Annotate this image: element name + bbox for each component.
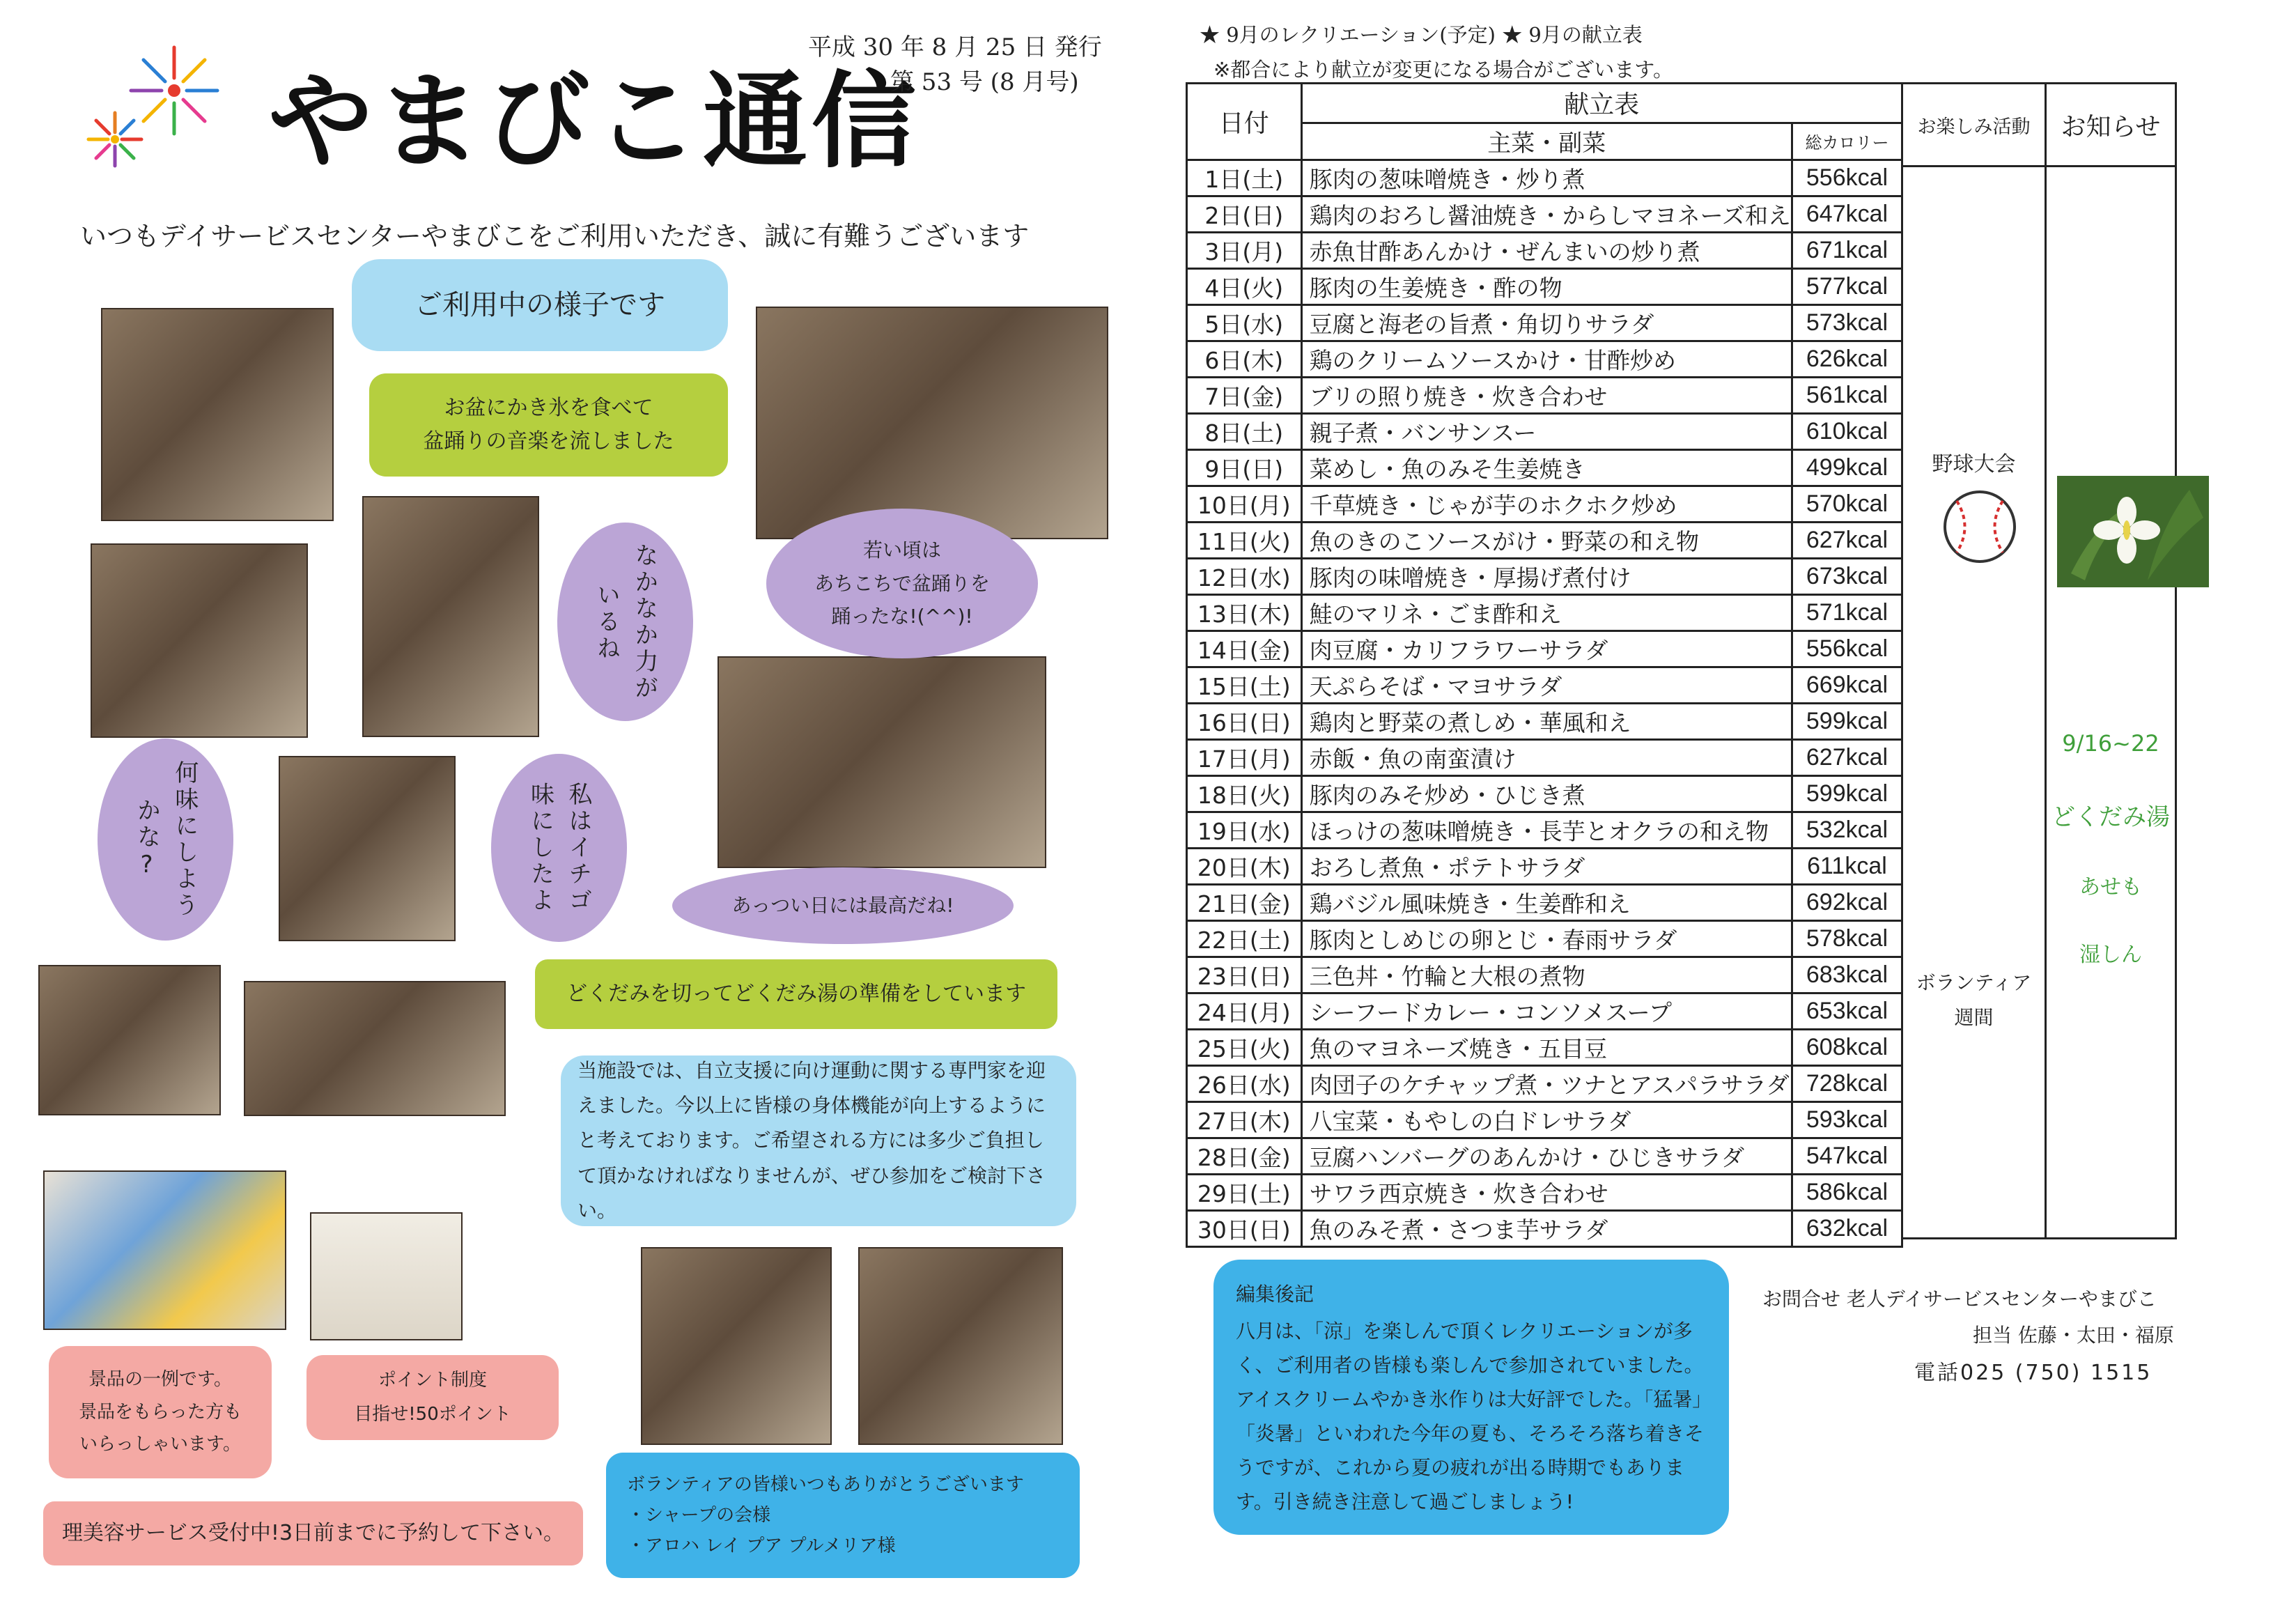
menu-date: 13日(木) — [1187, 595, 1302, 631]
menu-dish: 魚のマヨネーズ焼き・五目豆 — [1301, 1030, 1792, 1066]
table-row — [1187, 704, 1902, 740]
menu-dish: 豚肉の生姜焼き・酢の物 — [1301, 269, 1792, 305]
notice-expert: 当施設では、自立支援に向け運動に関する専門家を迎えました。今以上に皆様の身体機能が向上するようにと考えております。ご希望される方には多少ご負担して頂かなければなりませんが、ぜひ参加をご検討下さい。 — [561, 1055, 1076, 1226]
activity-volunteer-week: ボランティア 週間 — [1916, 971, 2032, 1030]
contact-phone: 電話025 (750) 1515 — [1914, 1361, 2152, 1385]
menu-date: 4日(火) — [1187, 269, 1302, 305]
table-row — [1187, 559, 1902, 595]
menu-date: 16日(日) — [1187, 704, 1302, 740]
table-row — [1187, 160, 1902, 196]
header-notice: お知らせ — [2047, 84, 2175, 167]
barber-notice: 理美容サービス受付中!3日前までに予約して下さい。 — [43, 1501, 583, 1565]
photo-exercise-1 — [641, 1247, 832, 1445]
menu-kcal: 632kcal — [1792, 1211, 1902, 1247]
table-row — [1187, 233, 1902, 269]
table-row — [1187, 849, 1902, 885]
menu-date: 12日(水) — [1187, 559, 1302, 595]
table-row — [1187, 305, 1902, 341]
menu-kcal: 683kcal — [1792, 957, 1902, 993]
menu-kcal: 571kcal — [1792, 595, 1902, 631]
header-dish: 主菜・副菜 — [1301, 123, 1792, 160]
menu-kcal: 556kcal — [1792, 160, 1902, 196]
menu-dish: 鶏肉と野菜の煮しめ・華風和え — [1301, 704, 1792, 740]
menu-kcal: 647kcal — [1792, 196, 1902, 233]
menu-kcal: 573kcal — [1792, 305, 1902, 341]
menu-dish: 赤魚甘酢あんかけ・ぜんまいの炒り煮 — [1301, 233, 1792, 269]
page-title: やまびこ通信 — [268, 61, 921, 183]
menu-date: 3日(月) — [1187, 233, 1302, 269]
table-row — [1187, 450, 1902, 486]
prize-caption: 景品の一例です。 景品をもらった方も いらっしゃいます。 — [49, 1346, 272, 1478]
header-menu: 献立表 — [1301, 84, 1902, 123]
speech-strawberry: 私はイチゴ味にしたよ — [491, 754, 627, 942]
menu-date: 6日(木) — [1187, 341, 1302, 378]
menu-kcal: 532kcal — [1792, 812, 1902, 849]
menu-dish: 豚肉の味噌焼き・厚揚げ煮付け — [1301, 559, 1792, 595]
menu-dish: 魚のきのこソースがけ・野菜の和え物 — [1301, 523, 1792, 559]
notice-bath: どくだみ湯 — [2051, 803, 2170, 831]
menu-kcal: 599kcal — [1792, 776, 1902, 812]
table-row — [1187, 523, 1902, 559]
menu-kcal: 599kcal — [1792, 704, 1902, 740]
speech-flavor: 何味にしようかな? — [98, 738, 233, 941]
issue-number: 第 53 号 (8 月号) — [890, 68, 1079, 96]
menu-date: 2日(日) — [1187, 196, 1302, 233]
menu-kcal: 692kcal — [1792, 885, 1902, 921]
volunteer-thanks: ボランティアの皆様いつもありがとうございます ・シャープの会様 ・アロハ レイ プア プルメリア様 — [606, 1453, 1080, 1578]
header-kcal: 総カロリー — [1792, 123, 1902, 160]
menu-kcal: 671kcal — [1792, 233, 1902, 269]
table-row — [1187, 269, 1902, 305]
menu-date: 30日(日) — [1187, 1211, 1302, 1247]
photo-prizes — [43, 1170, 286, 1330]
menu-table — [1186, 82, 1903, 1248]
caption-dokudami: どくだみを切ってどくだみ湯の準備をしています — [535, 959, 1057, 1029]
menu-date: 26日(水) — [1187, 1066, 1302, 1102]
menu-dish: 肉豆腐・カリフラワーサラダ — [1301, 631, 1792, 667]
menu-date: 22日(土) — [1187, 921, 1302, 957]
photo-woman-eating — [91, 543, 308, 738]
greeting: いつもデイサービスセンターやまびこをご利用いただき、誠に有難うございます — [80, 221, 1030, 252]
baseball-icon — [1941, 488, 2018, 565]
menu-dish: ほっけの葱味噌焼き・長芋とオクラの和え物 — [1301, 812, 1792, 849]
menu-kcal: 586kcal — [1792, 1175, 1902, 1211]
menu-kcal: 610kcal — [1792, 414, 1902, 450]
menu-date: 9日(日) — [1187, 450, 1302, 486]
menu-dish: ブリの照り焼き・炊き合わせ — [1301, 378, 1792, 414]
menu-date: 15日(土) — [1187, 667, 1302, 704]
speech-strength: なかなか力がいるね — [557, 523, 693, 721]
fireworks-icon — [77, 38, 237, 178]
menu-kcal: 611kcal — [1792, 849, 1902, 885]
menu-date: 18日(火) — [1187, 776, 1302, 812]
menu-date: 23日(日) — [1187, 957, 1302, 993]
menu-date: 8日(土) — [1187, 414, 1302, 450]
table-row — [1187, 414, 1902, 450]
menu-dish: 天ぷらそば・マヨサラダ — [1301, 667, 1792, 704]
menu-date: 25日(火) — [1187, 1030, 1302, 1066]
activity-baseball: 野球大会 — [1932, 452, 2016, 477]
menu-kcal: 593kcal — [1792, 1102, 1902, 1138]
photo-cutting-dokudami-2 — [244, 981, 506, 1116]
menu-date: 10日(月) — [1187, 486, 1302, 523]
menu-date: 1日(土) — [1187, 160, 1302, 196]
photo-kakigori-prep — [101, 308, 334, 521]
photo-woman-strawberry — [279, 756, 456, 941]
table-row — [1187, 1138, 1902, 1175]
table-row — [1187, 667, 1902, 704]
issue-date: 平成 30 年 8 月 25 日 発行 — [808, 33, 1102, 61]
speech-hot-day: あっつい日には最高だね! — [672, 867, 1014, 944]
menu-kcal: 627kcal — [1792, 740, 1902, 776]
menu-kcal: 728kcal — [1792, 1066, 1902, 1102]
menu-dish: 豚肉の葱味噌焼き・炒り煮 — [1301, 160, 1792, 196]
table-row — [1187, 1102, 1902, 1138]
menu-kcal: 669kcal — [1792, 667, 1902, 704]
table-row — [1187, 1030, 1902, 1066]
editor-note — [1213, 1260, 1729, 1535]
menu-dish: 豆腐と海老の旨煮・角切りサラダ — [1301, 305, 1792, 341]
menu-table-body — [1187, 160, 1902, 1247]
photo-cutting-dokudami-1 — [38, 965, 221, 1115]
menu-dish: おろし煮魚・ポテトサラダ — [1301, 849, 1792, 885]
menu-dish: シーフードカレー・コンソメスープ — [1301, 993, 1792, 1030]
menu-date: 7日(金) — [1187, 378, 1302, 414]
table-row — [1187, 812, 1902, 849]
menu-date: 27日(木) — [1187, 1102, 1302, 1138]
table-row — [1187, 740, 1902, 776]
menu-date: 29日(土) — [1187, 1175, 1302, 1211]
menu-kcal: 561kcal — [1792, 378, 1902, 414]
dokudami-photo — [2057, 476, 2209, 587]
photo-point-card — [310, 1212, 463, 1340]
menu-date: 21日(金) — [1187, 885, 1302, 921]
menu-kcal: 577kcal — [1792, 269, 1902, 305]
menu-dish: 三色丼・竹輪と大根の煮物 — [1301, 957, 1792, 993]
menu-kcal: 570kcal — [1792, 486, 1902, 523]
menu-kcal: 608kcal — [1792, 1030, 1902, 1066]
section-label: ご利用中の様子です — [352, 259, 728, 351]
table-row — [1187, 1175, 1902, 1211]
activity-column — [1901, 82, 2047, 1239]
menu-date: 20日(木) — [1187, 849, 1302, 885]
menu-kcal: 626kcal — [1792, 341, 1902, 378]
menu-date: 28日(金) — [1187, 1138, 1302, 1175]
menu-dish: サワラ西京焼き・炊き合わせ — [1301, 1175, 1792, 1211]
menu-dish: 肉団子のケチャップ煮・ツナとアスパラサラダ — [1301, 1066, 1792, 1102]
menu-date: 14日(金) — [1187, 631, 1302, 667]
left-page — [0, 0, 1142, 1624]
table-row — [1187, 196, 1902, 233]
table-row — [1187, 885, 1902, 921]
menu-dish: 八宝菜・もやしの白ドレサラダ — [1301, 1102, 1792, 1138]
point-system: ポイント制度 目指せ!50ポイント — [307, 1355, 559, 1440]
menu-dish: 親子煮・バンサンスー — [1301, 414, 1792, 450]
photo-exercise-2 — [858, 1247, 1063, 1445]
menu-kcal: 578kcal — [1792, 921, 1902, 957]
menu-kcal: 627kcal — [1792, 523, 1902, 559]
table-row — [1187, 631, 1902, 667]
contact-staff: 担当 佐藤・太田・福原 — [1973, 1324, 2174, 1347]
table-row — [1187, 378, 1902, 414]
menu-dish: 鶏肉のおろし醤油焼き・からしマヨネーズ和え — [1301, 196, 1792, 233]
menu-kcal: 547kcal — [1792, 1138, 1902, 1175]
menu-date: 5日(水) — [1187, 305, 1302, 341]
table-row — [1187, 921, 1902, 957]
notice-dates: 9/16~22 — [2062, 730, 2159, 757]
photo-two-women-eating — [718, 656, 1046, 868]
table-row — [1187, 957, 1902, 993]
notice-rash-1: あせも — [2079, 875, 2142, 899]
menu-dish: 魚のみそ煮・さつま芋サラダ — [1301, 1211, 1792, 1247]
table-row — [1187, 776, 1902, 812]
menu-kcal: 556kcal — [1792, 631, 1902, 667]
caption-kakigori: お盆にかき氷を食べて 盆踊りの音楽を流しました — [369, 373, 728, 477]
notice-rash-2: 湿しん — [2079, 943, 2142, 967]
speech-young-days: 若い頃は あちこちで盆踊りを 踊ったな!(^^)! — [766, 509, 1038, 658]
menu-kcal: 499kcal — [1792, 450, 1902, 486]
menu-dish: 豚肉のみそ炒め・ひじき煮 — [1301, 776, 1792, 812]
right-note: ※都合により献立が変更になる場合がございます。 — [1213, 58, 1673, 82]
menu-dish: 千草焼き・じゃが芋のホクホク炒め — [1301, 486, 1792, 523]
right-heading: ★ 9月のレクリエーション(予定) ★ 9月の献立表 — [1200, 23, 1643, 47]
photo-man-shaving-ice — [362, 496, 539, 737]
header-activity: お楽しみ活動 — [1903, 84, 2045, 167]
menu-kcal: 673kcal — [1792, 559, 1902, 595]
menu-dish: 鮭のマリネ・ごま酢和え — [1301, 595, 1792, 631]
table-row — [1187, 993, 1902, 1030]
menu-date: 19日(水) — [1187, 812, 1302, 849]
menu-dish: 赤飯・魚の南蛮漬け — [1301, 740, 1792, 776]
editor-note-body: 八月は、「涼」を楽しんで頂くレクリエーションが多く、ご利用者の皆様も楽しんで参加されていました。アイスクリームやかき氷作りは大好評でした。「猛暑」「炎暑」といわれた今年の夏も、そろそろ落ち着きそうですが、これから夏の疲れが出る時期でもあります。引き続き注意して過ごしましょう! — [1236, 1320, 1705, 1513]
contact-label: お問合せ 老人デイサービスセンターやまびこ — [1762, 1287, 2157, 1310]
menu-date: 11日(火) — [1187, 523, 1302, 559]
menu-date: 24日(月) — [1187, 993, 1302, 1030]
notice-column — [2045, 82, 2177, 1239]
menu-dish: 豆腐ハンバーグのあんかけ・ひじきサラダ — [1301, 1138, 1792, 1175]
editor-note-title: 編集後記 — [1236, 1283, 1314, 1306]
dokudami-flower-icon — [2057, 476, 2209, 587]
menu-dish: 鶏のクリームソースかけ・甘酢炒め — [1301, 341, 1792, 378]
menu-dish: 菜めし・魚のみそ生姜焼き — [1301, 450, 1792, 486]
photo-dining-room — [756, 307, 1108, 539]
table-row — [1187, 1211, 1902, 1247]
menu-date: 17日(月) — [1187, 740, 1302, 776]
table-row — [1187, 486, 1902, 523]
menu-dish: 豚肉としめじの卵とじ・春雨サラダ — [1301, 921, 1792, 957]
menu-kcal: 653kcal — [1792, 993, 1902, 1030]
menu-dish: 鶏バジル風味焼き・生姜酢和え — [1301, 885, 1792, 921]
header-date: 日付 — [1187, 84, 1302, 160]
table-row — [1187, 595, 1902, 631]
table-row — [1187, 1066, 1902, 1102]
table-row — [1187, 341, 1902, 378]
